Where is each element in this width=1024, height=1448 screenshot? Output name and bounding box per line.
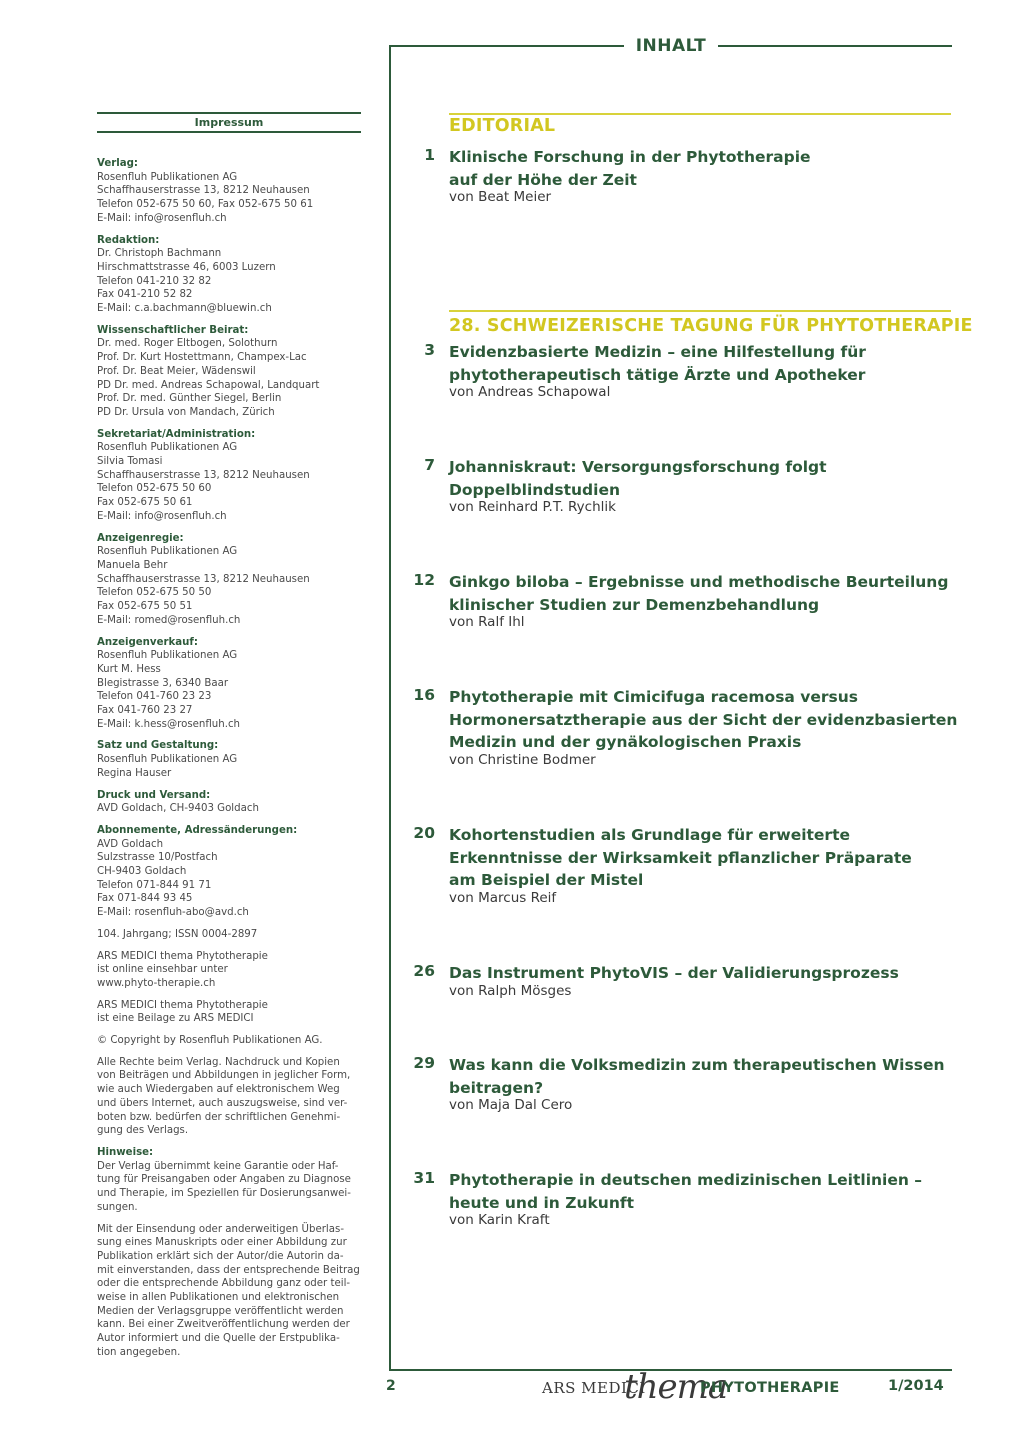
impressum-line: Fax 071-844 93 45: [97, 893, 193, 905]
impressum-block: [97, 824, 365, 920]
frame-left-line: [389, 45, 391, 1371]
impressum-block-label: Verlag:: [97, 158, 138, 169]
impressum-block: [97, 999, 365, 1026]
impressum-block: [97, 532, 365, 628]
toc-author: von Andreas Schapowal: [449, 384, 611, 401]
impressum-rule-top: [97, 112, 361, 114]
impressum-line: Sulzstrasse 10/Postfach: [97, 852, 218, 864]
impressum-line: kann. Bei einer Zweitveröffentlichung werden der: [97, 1319, 350, 1331]
impressum-line: Fax 052-675 50 51: [97, 601, 193, 613]
toc-page-number: 31: [413, 1169, 435, 1187]
toc-title-line: auf der Höhe der Zeit: [449, 170, 637, 189]
impressum-block: [97, 324, 365, 420]
impressum-block: [97, 1034, 365, 1048]
impressum-line: E-Mail: romed@rosenfluh.ch: [97, 614, 241, 626]
toc-title-line: Phytotherapie in deutschen medizinischen Leitlinien –: [449, 1171, 923, 1189]
impressum-line: Mit der Einsendung oder anderweitigen Überlas-: [97, 1223, 344, 1235]
impressum-block: [97, 1223, 365, 1360]
impressum-line: boten bzw. bedürfen der schriftlichen Genehmi-: [97, 1111, 341, 1123]
impressum-line: weise in allen Publikationen und elektronischen: [97, 1292, 340, 1304]
impressum-block: [97, 157, 365, 226]
impressum-line: Kurt M. Hess: [97, 663, 161, 675]
impressum-line: Publikation erklärt sich der Autor/die Autorin da-: [97, 1250, 344, 1262]
toc-page-number: 1: [424, 146, 435, 164]
impressum-block: [97, 739, 365, 780]
impressum-title: Impressum: [194, 116, 264, 129]
impressum-line: tung für Preisangaben oder Angaben zu Diagnose: [97, 1174, 351, 1186]
toc-author: von Maja Dal Cero: [449, 1097, 573, 1114]
impressum-line: Telefon 052-675 50 60, Fax 052-675 50 61: [97, 199, 314, 211]
impressum-block-label: Anzeigenverkauf:: [97, 636, 198, 648]
toc-title-line: Hormonersatztherapie aus der Sicht der evidenzbasierten: [449, 710, 958, 729]
footer-issue: 1/2014: [888, 1378, 944, 1394]
impressum-line: Autor informiert und die Quelle der Erstpublika-: [97, 1333, 340, 1345]
impressum-line: Dr. med. Roger Eltbogen, Solothurn: [97, 338, 278, 350]
toc-title-line: Medizin und der gynäkologischen Praxis: [449, 733, 802, 752]
impressum-line: E-Mail: info@rosenfluh.ch: [97, 510, 227, 522]
impressum-line: Telefon 052-675 50 50: [97, 587, 212, 599]
impressum-line: Schaffhauserstrasse 13, 8212 Neuhausen: [97, 185, 310, 197]
toc-page-number: 29: [413, 1054, 435, 1072]
impressum-line: E-Mail: k.hess@rosenfluh.ch: [97, 718, 240, 730]
impressum-line: sung eines Manuskripts oder einer Abbildung zur: [97, 1237, 347, 1249]
impressum-line: Blegistrasse 3, 6340 Baar: [97, 677, 229, 689]
impressum-block: [97, 636, 365, 732]
impressum-line: Telefon 052-675 50 60: [97, 483, 212, 495]
impressum-line: tion angegeben.: [97, 1346, 181, 1358]
impressum-block-label: Wissenschaftlicher Beirat:: [97, 324, 249, 336]
toc-entry-title: [449, 686, 969, 769]
impressum-line: Fax 041-210 52 82: [97, 289, 193, 301]
impressum-line: und Therapie, im Speziellen für Dosierungsanwei-: [97, 1188, 351, 1200]
toc-entry-title: [449, 824, 969, 907]
impressum-line: ARS MEDICI thema Phytotherapie: [97, 999, 268, 1011]
footer-topic: PHYTOTHERAPIE: [700, 1380, 840, 1396]
section-rule-tagung: [449, 310, 951, 312]
impressum-block: [97, 428, 365, 524]
toc-entry-title: [449, 456, 969, 516]
impressum-block: [97, 789, 365, 816]
impressum-line: sungen.: [97, 1201, 138, 1213]
impressum-line: ARS MEDICI thema Phytotherapie: [97, 950, 268, 962]
impressum-body: [97, 157, 365, 1368]
impressum-block: [97, 950, 365, 991]
toc-title-line: Klinische Forschung in der Phytotherapie: [449, 148, 811, 166]
toc-title-line: phytotherapeutisch tätige Ärzte und Apotheker: [449, 365, 866, 384]
toc-title-line: Was kann die Volksmedizin zum therapeutischen Wissen: [449, 1056, 945, 1074]
toc-entry-title: [449, 571, 969, 631]
impressum-line: Manuela Behr: [97, 559, 168, 571]
toc-author: von Ralf Ihl: [449, 614, 525, 631]
impressum-line: wie auch Wiedergaben auf elektronischem Weg: [97, 1084, 340, 1096]
impressum-line: und übers Internet, auch auszugsweise, sind ver-: [97, 1097, 348, 1109]
impressum-line: E-Mail: info@rosenfluh.ch: [97, 212, 227, 224]
toc-author: von Karin Kraft: [449, 1212, 550, 1229]
toc-page-number: 16: [413, 686, 435, 704]
impressum-line: Telefon 071-844 91 71: [97, 879, 212, 891]
impressum-block: [97, 1056, 365, 1138]
impressum-block-label: Satz und Gestaltung:: [97, 740, 219, 752]
impressum-block-label: Druck und Versand:: [97, 789, 211, 801]
toc-title-line: Das Instrument PhytoVIS – der Validierungsprozess: [449, 964, 899, 982]
impressum-line: Prof. Dr. Beat Meier, Wädenswil: [97, 365, 256, 377]
impressum-line: www.phyto-therapie.ch: [97, 977, 216, 989]
toc-entry-title: [449, 1169, 969, 1229]
section-rule-editorial: [449, 113, 951, 115]
impressum-block-label: Hinweise:: [97, 1147, 154, 1158]
impressum-line: Prof. Dr. Kurt Hostettmann, Champex-Lac: [97, 352, 307, 364]
section-heading-editorial: EDITORIAL: [449, 116, 556, 136]
impressum-line: ist online einsehbar unter: [97, 964, 228, 976]
toc-page-number: 7: [424, 456, 435, 474]
toc-author: von Christine Bodmer: [449, 751, 596, 768]
impressum-line: © Copyright by Rosenfluh Publikationen AG.: [97, 1035, 323, 1047]
toc-title-line: klinischer Studien zur Demenzbehandlung: [449, 595, 820, 614]
impressum-line: Telefon 041-210 32 82: [97, 275, 212, 287]
impressum-line: Medien der Verlagsgruppe veröffentlicht werden: [97, 1305, 344, 1317]
impressum-line: Alle Rechte beim Verlag. Nachdruck und Kopien: [97, 1056, 340, 1068]
impressum-line: Der Verlag übernimmt keine Garantie oder Haf-: [97, 1160, 339, 1172]
impressum-block-label: Anzeigenregie:: [97, 532, 184, 544]
toc-author: von Marcus Reif: [449, 889, 557, 906]
toc-entry-title: [449, 146, 969, 206]
frame-top-line: [389, 45, 624, 47]
impressum-line: Silvia Tomasi: [97, 456, 163, 468]
toc-page-number: 20: [413, 824, 435, 842]
ars-medici-logo-text: ARS MEDICI: [542, 1379, 646, 1397]
impressum-line: Fax 052-675 50 61: [97, 497, 193, 509]
impressum-line: Hirschmattstrasse 46, 6003 Luzern: [97, 261, 276, 273]
impressum-line: AVD Goldach, CH-9403 Goldach: [97, 803, 259, 815]
toc-title-line: heute und in Zukunft: [449, 1193, 635, 1212]
impressum-line: E-Mail: c.a.bachmann@bluewin.ch: [97, 303, 272, 315]
impressum-line: Schaffhauserstrasse 13, 8212 Neuhausen: [97, 469, 310, 481]
impressum-line: AVD Goldach: [97, 838, 164, 850]
toc-author: von Reinhard P.T. Rychlik: [449, 499, 616, 516]
toc-author: von Ralph Mösges: [449, 982, 572, 999]
impressum-line: 104. Jahrgang; ISSN 0004-2897: [97, 928, 258, 940]
impressum-rule-bottom: [97, 131, 361, 133]
impressum-line: von Beiträgen und Abbildungen in jeglicher Form,: [97, 1070, 351, 1082]
impressum-block-label: Redaktion:: [97, 234, 160, 246]
impressum-line: Rosenfluh Publikationen AG: [97, 546, 238, 558]
section-label-inhalt: INHALT: [635, 36, 707, 56]
toc-title-line: Kohortenstudien als Grundlage für erweiterte: [449, 826, 851, 844]
page-number: 2: [386, 1378, 396, 1394]
toc-title-line: Doppelblindstudien: [449, 480, 621, 499]
section-heading-tagung: 28. SCHWEIZERISCHE TAGUNG FÜR PHYTOTHERAPIE: [449, 316, 973, 336]
impressum-line: ist eine Beilage zu ARS MEDICI: [97, 1013, 254, 1025]
impressum-line: mit einverstanden, dass der entsprechende Beitrag: [97, 1264, 360, 1276]
impressum-line: Rosenfluh Publikationen AG: [97, 650, 238, 662]
toc-title-line: Ginkgo biloba – Ergebnisse und methodische Beurteilung: [449, 573, 949, 591]
toc-page-number: 26: [413, 962, 435, 980]
toc-title-line: Johanniskraut: Versorgungsforschung folgt: [449, 458, 827, 476]
impressum-line: Regina Hauser: [97, 767, 172, 779]
impressum-line: Schaffhauserstrasse 13, 8212 Neuhausen: [97, 573, 310, 585]
impressum-line: Rosenfluh Publikationen AG: [97, 442, 238, 454]
impressum-block: [97, 928, 365, 942]
impressum-line: oder die entsprechende Abbildung ganz oder teil-: [97, 1278, 351, 1290]
impressum-line: Fax 041-760 23 27: [97, 705, 193, 717]
toc-entry-title: [449, 962, 969, 1000]
impressum-line: PD Dr. med. Andreas Schapowal, Landquart: [97, 379, 320, 391]
impressum-block: [97, 1146, 365, 1215]
impressum-line: Rosenfluh Publikationen AG: [97, 171, 238, 183]
impressum-line: E-Mail: rosenfluh-abo@avd.ch: [97, 907, 249, 919]
impressum-block: [97, 234, 365, 316]
toc-title-line: Evidenzbasierte Medizin – eine Hilfestellung für: [449, 343, 866, 361]
toc-entry-title: [449, 1054, 969, 1114]
toc-title-line: Erkenntnisse der Wirksamkeit pflanzlicher Präparate: [449, 848, 912, 867]
toc-title-line: Phytotherapie mit Cimicifuga racemosa versus: [449, 688, 859, 706]
impressum-line: PD Dr. Ursula von Mandach, Zürich: [97, 406, 275, 418]
toc-title-line: am Beispiel der Mistel: [449, 871, 644, 890]
impressum-line: Prof. Dr. med. Günther Siegel, Berlin: [97, 393, 282, 405]
impressum-line: Rosenfluh Publikationen AG: [97, 754, 238, 766]
impressum-line: Telefon 041-760 23 23: [97, 691, 212, 703]
impressum-line: gung des Verlags.: [97, 1125, 189, 1137]
impressum-line: CH-9403 Goldach: [97, 866, 187, 878]
toc-page-number: 12: [413, 571, 435, 589]
toc-entry-title: [449, 341, 969, 401]
impressum-block-label: Sekretariat/Administration:: [97, 428, 256, 440]
toc-page-number: 3: [424, 341, 435, 359]
frame-top-line-right: [718, 45, 952, 47]
toc-title-line: beitragen?: [449, 1078, 544, 1097]
impressum-line: Dr. Christoph Bachmann: [97, 248, 222, 260]
toc-author: von Beat Meier: [449, 189, 552, 206]
thema-logo-script: thema: [624, 1367, 728, 1407]
impressum-block-label: Abonnemente, Adressänderungen:: [97, 824, 298, 836]
